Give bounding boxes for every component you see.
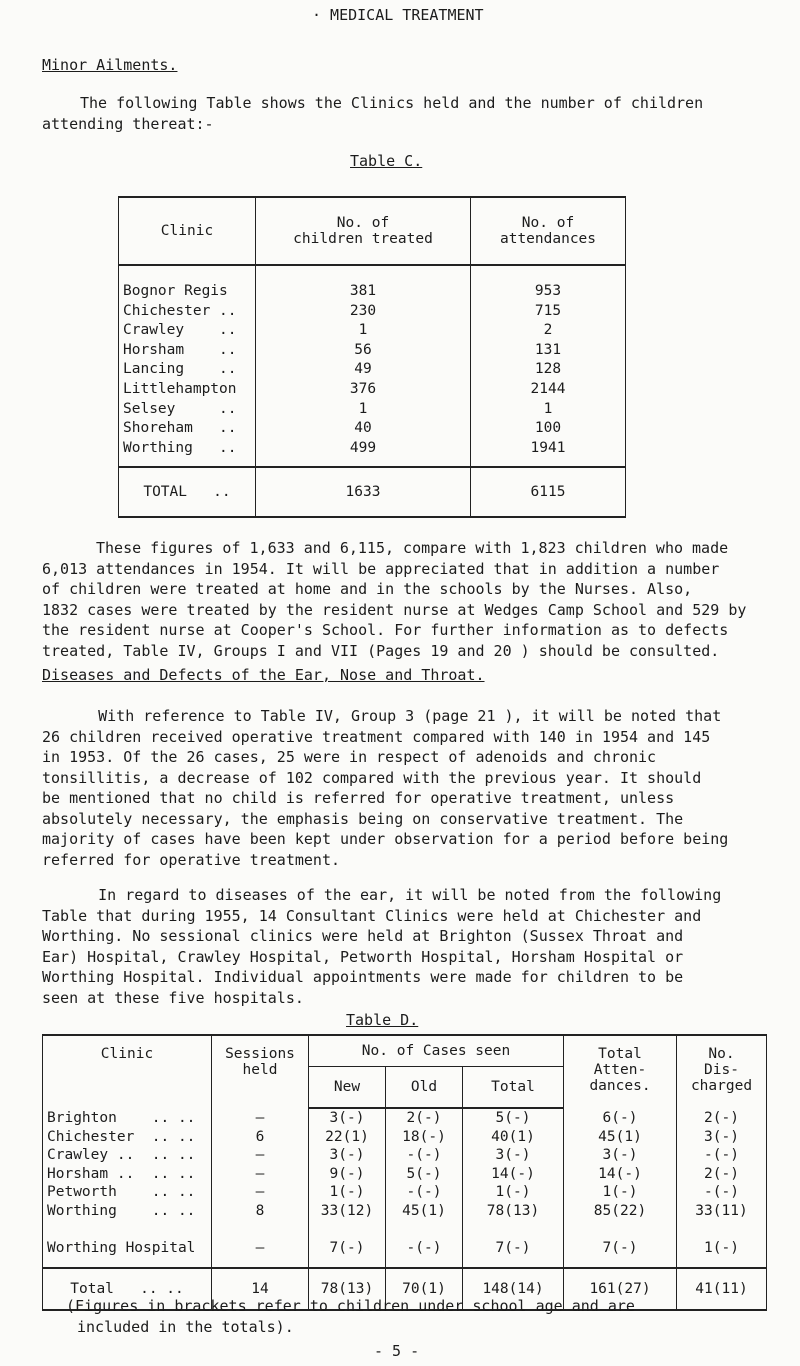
table-row-hospital: Worthing Hospital – 7(-) -(-) 7(-) 7(-) 1(-) — [43, 1239, 767, 1269]
th-old: Old — [386, 1067, 463, 1109]
th-cases-seen: No. of Cases seen — [309, 1035, 564, 1067]
table-d-total-row: Total .. .. 14 78(13) 70(1) 148(14) 161(27) 41(11) — [43, 1268, 767, 1310]
th-total: Total — [463, 1067, 564, 1109]
table-c — [118, 196, 626, 518]
ent-subheading: Diseases and Defects of the Ear, Nose and Throat. — [42, 666, 485, 684]
table-row: Bognor Regis 381 953 — [119, 265, 626, 302]
table-row: Lancing .. 49 128 — [119, 360, 626, 380]
th-attendances: No. of attendances — [471, 197, 626, 265]
page-number: - 5 - — [374, 1342, 420, 1360]
th-children-treated: No. of children treated — [256, 197, 471, 265]
table-row: Littlehampton 376 2144 — [119, 380, 626, 400]
table-d — [42, 1034, 767, 1311]
table-c-total-row: TOTAL .. 1633 6115 — [119, 467, 626, 517]
th-discharged: No. Dis- charged — [677, 1035, 767, 1108]
table-row: Worthing .. 499 1941 — [119, 439, 626, 468]
table-row: Shoreham .. 40 100 — [119, 419, 626, 439]
table-row: Horsham .. 56 131 — [119, 341, 626, 361]
table-d-title: Table D. — [346, 1011, 419, 1029]
footnote: (Figures in brackets refer to children under school age and are included in the totals). — [66, 1297, 635, 1336]
table-row: Brighton .. .. – 3(-) 2(-) 5(-) 6(-) 2(-) — [43, 1108, 767, 1128]
table-row: Petworth .. .. – 1(-) -(-) 1(-) 1(-) -(-) — [43, 1183, 767, 1202]
table-row: Horsham .. .. .. – 9(-) 5(-) 14(-) 14(-) 2(-) — [43, 1165, 767, 1184]
paragraph-figures: These figures of 1,633 and 6,115, compare with 1,823 children who made 6,013 attendances in 1954. It will be appreciated that in addition a number of children were treated at home and in the schools by the Nurses. Also, 1832 cases were treated by the resident nurse at Wedges Camp School and 529 by the resident nurse at Cooper's School. For further information as to defects treated, Table IV, Groups I and VII (Pages 19 and 20 ) should be consulted. — [42, 539, 747, 660]
table-row: Chichester .. .. 6 22(1) 18(-) 40(1) 45(1) 3(-) — [43, 1128, 767, 1147]
section-title: Minor Ailments. — [42, 56, 178, 74]
table-row: Crawley .. 1 2 — [119, 321, 626, 341]
intro-paragraph: The following Table shows the Clinics held and the number of children attending thereat:- — [42, 94, 704, 133]
table-row: Chichester .. 230 715 — [119, 302, 626, 322]
th-new: New — [309, 1067, 386, 1109]
table-row: Selsey .. 1 1 — [119, 400, 626, 420]
th-clinic: Clinic — [119, 197, 256, 265]
table-row: Crawley .. .. .. – 3(-) -(-) 3(-) 3(-) -(-) — [43, 1146, 767, 1165]
paragraph-ent: With reference to Table IV, Group 3 (page 21 ), it will be noted that 26 children received operative treatment compared with 140 in 1954 and 145 in 1953. Of the 26 cases, 25 were in respect of adenoids and chronic tonsillitis, a decrease of 102 compared with the previous year. It should be mentioned that no child is referred for operative treatment, unless absolutely necessary, the emphasis being on conservative treatment. The majority of cases have been kept under observation for a period before being referred for operative treatment. — [42, 707, 729, 869]
th-total-attendances: Total Atten- dances. — [564, 1035, 677, 1108]
running-head: · MEDICAL TREATMENT — [312, 6, 484, 24]
th-sessions: Sessions held — [212, 1035, 309, 1108]
th-clinic: Clinic — [43, 1035, 212, 1108]
table-c-title: Table C. — [350, 152, 423, 170]
table-row: Worthing .. .. 8 33(12) 45(1) 78(13) 85(22) 33(11) — [43, 1202, 767, 1221]
paragraph-ear: In regard to diseases of the ear, it will be noted from the following Table that during 1955, 14 Consultant Clinics were held at Chichester and Worthing. No sessional clinics were held at Brighton (Sussex Throat and Ear) Hospital, Crawley Hospital, Petworth Hospital, Horsham Hospital or Worthing Hospital. Individual appointments were made for children to be seen at these five hospitals. — [42, 886, 722, 1007]
